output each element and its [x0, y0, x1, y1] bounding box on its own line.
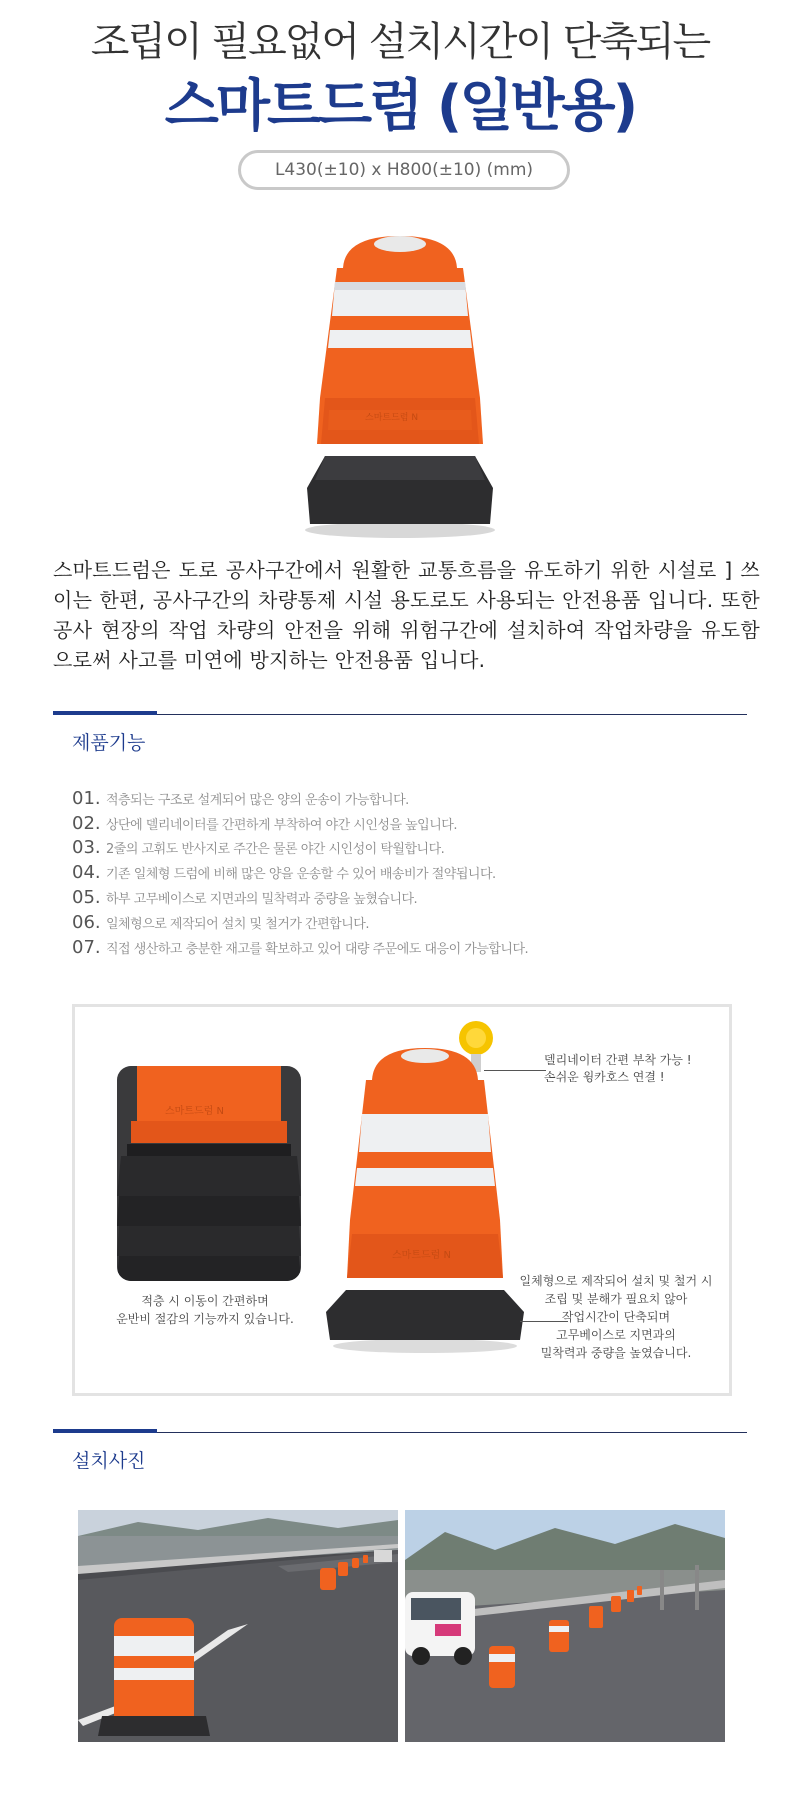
features-section-title: 제품기능 — [72, 732, 146, 754]
product-description: 스마트드럼은 도로 공사구간에서 원활한 교통흐름을 유도하기 위한 시설로 ] 쓰이는 한편, 공사구간의 차량통제 시설 용도로도 사용되는 안전용품 입니다. 또한 공사 현장의 작업 차량의 안전을 위해 위험구간에 설치하여 작업차량을 유도함으로써 사고를 미연에 방지하는 안전용품 입니다. — [53, 558, 760, 672]
feature-item — [72, 885, 752, 910]
feature-item — [72, 860, 752, 885]
feature-number: 05. — [72, 887, 101, 909]
hero-drum-image — [285, 230, 515, 540]
feature-number: 03. — [72, 837, 101, 859]
base-caption-line: 밀착력과 중량을 높였습니다. — [540, 1346, 692, 1360]
feature-text: 상단에 델리네이터를 간편하게 부착하여 야간 시인성을 높입니다. — [106, 817, 457, 833]
feature-item — [72, 935, 752, 960]
base-caption — [516, 1272, 716, 1362]
feature-text: 기존 일체형 드럼에 비해 많은 양을 운송할 수 있어 배송비가 절약됩니다. — [106, 867, 496, 883]
stack-caption-line: 운반비 절감의 기능까지 있습니다. — [116, 1312, 294, 1326]
section-accent-bar — [53, 711, 157, 715]
delineator-caption-line: 델리네이터 간편 부착 가능 ! — [544, 1053, 692, 1067]
delineator-caption — [544, 1052, 694, 1086]
feature-text: 일체형으로 제작되어 설치 및 철거가 간편합니다. — [106, 916, 369, 932]
feature-text: 적층되는 구조로 설계되어 많은 양의 운송이 가능합니다. — [106, 792, 409, 808]
section-divider — [53, 1432, 747, 1433]
stack-caption — [105, 1292, 305, 1328]
dimension-badge: L430(±10) x H800(±10) (mm) — [238, 150, 570, 190]
base-caption-line: 일체형으로 제작되어 설치 및 철거 시 — [519, 1274, 713, 1288]
feature-item — [72, 910, 752, 935]
feature-item — [72, 811, 752, 836]
delineator-caption-line: 손쉬운 윙카호스 연결 ! — [544, 1070, 665, 1084]
drum-emboss-label: 스마트드럼 N — [365, 413, 419, 423]
main-drum-image — [320, 1044, 530, 1354]
base-caption-line: 작업시간이 단축되며 — [561, 1310, 671, 1324]
feature-number: 02. — [72, 812, 101, 834]
page-subtitle: 조립이 필요없어 설치시간이 단축되는 — [90, 19, 710, 65]
feature-text: 직접 생산하고 충분한 재고를 확보하고 있어 대량 주문에도 대응이 가능합니다. — [106, 941, 529, 957]
feature-item — [72, 786, 752, 811]
feature-text: 2줄의 고휘도 반사지로 주간은 물론 야간 시인성이 탁월합니다. — [106, 842, 445, 858]
section-divider — [53, 714, 747, 715]
feature-item — [72, 836, 752, 861]
base-caption-line: 조립 및 분해가 필요치 않아 — [544, 1292, 688, 1306]
install-section-title: 설치사진 — [72, 1450, 146, 1472]
feature-number: 04. — [72, 862, 101, 884]
feature-number: 06. — [72, 911, 101, 933]
base-caption-line: 고무베이스로 지면과의 — [556, 1328, 676, 1342]
drum-emboss-label: 스마트드럼 N — [392, 1250, 451, 1261]
page-title: 스마트드럼 (일반용) — [164, 74, 636, 139]
installation-photo-road-with-car — [405, 1510, 725, 1742]
stack-caption-line: 적층 시 이동이 간편하며 — [141, 1294, 269, 1308]
installation-photo-highway — [78, 1510, 398, 1742]
drum-emboss-label: 스마트드럼 N — [165, 1106, 224, 1117]
feature-list — [72, 786, 752, 960]
section-accent-bar — [53, 1429, 157, 1433]
stacked-drums-photo — [117, 1066, 301, 1281]
feature-number: 07. — [72, 936, 101, 958]
feature-text: 하부 고무베이스로 지면과의 밀착력과 중량을 높혔습니다. — [106, 892, 418, 908]
feature-number: 01. — [72, 787, 101, 809]
